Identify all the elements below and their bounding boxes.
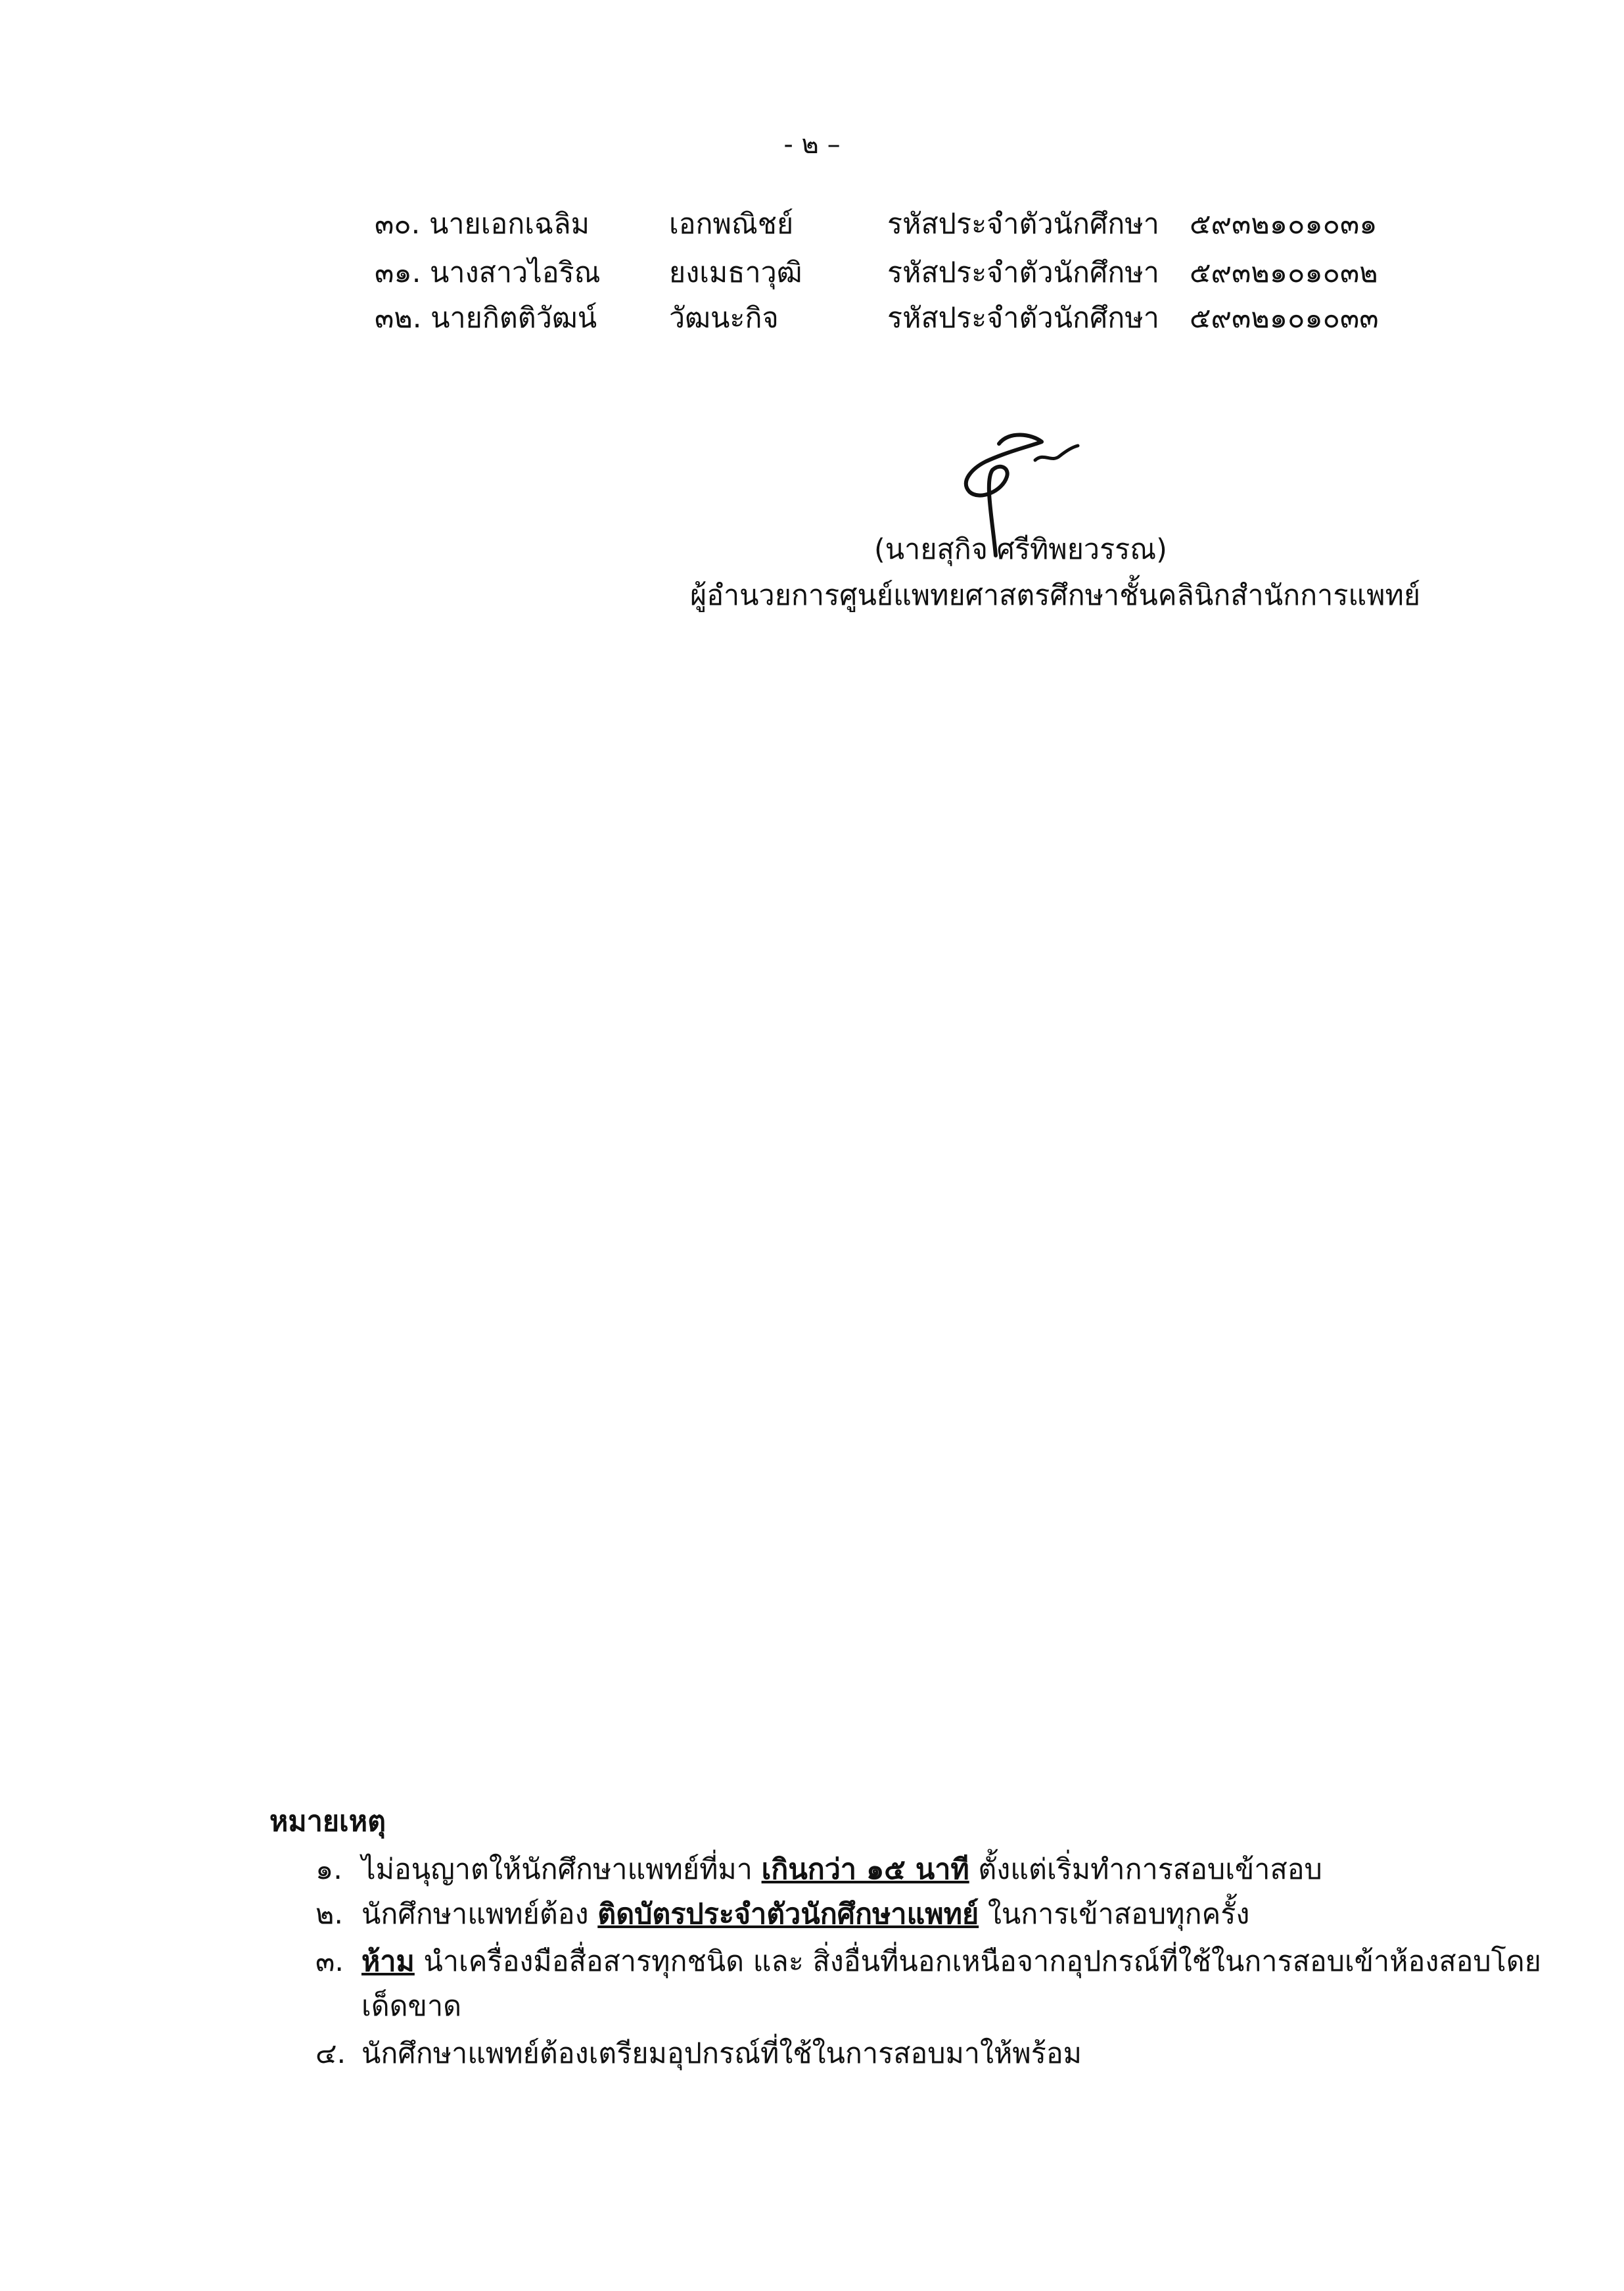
- student-surname: เอกพณิชย์: [669, 208, 794, 241]
- signatory-name: (นายสุกิจ ศรีทิพยวรรณ): [874, 533, 1167, 566]
- student-name: นางสาวไอริณ: [430, 256, 601, 289]
- student-name: นายเอกเฉลิม: [429, 208, 590, 241]
- student-id-label: รหัสประจำตัวนักศึกษา: [887, 302, 1159, 335]
- remark-number: ๓.: [315, 1945, 344, 1978]
- remark-text: ไม่อนุญาตให้นักศึกษาแพทย์ที่มา: [361, 1853, 762, 1886]
- remark-text: นักศึกษาแพทย์ต้อง: [361, 1898, 598, 1931]
- remark-emphasis: ติดบัตรประจำตัวนักศึกษาแพทย์: [597, 1898, 979, 1931]
- student-number: ๓๒.: [375, 302, 422, 335]
- student-number: ๓๐.: [375, 208, 421, 241]
- remark-text-continued: เด็ดขาด: [361, 1990, 462, 2023]
- student-id: ๕๙๓๒๑๐๑๐๓๑: [1190, 208, 1378, 241]
- student-id: ๕๙๓๒๑๐๑๐๓๓: [1190, 302, 1379, 335]
- remark-number: ๑.: [315, 1853, 342, 1886]
- remark-text: ตั้งแต่เริ่มทำการสอบเข้าสอบ: [969, 1853, 1322, 1886]
- remark-emphasis: เกินกว่า ๑๕ นาที: [761, 1853, 969, 1886]
- student-id: ๕๙๓๒๑๐๑๐๓๒: [1190, 256, 1378, 289]
- student-surname: ยงเมธาวุฒิ: [669, 256, 802, 289]
- student-id-label: รหัสประจำตัวนักศึกษา: [887, 208, 1159, 241]
- remark-text: นำเครื่องมือสื่อสารทุกชนิด และ สิ่งอื่นที่นอกเหนือจากอุปกรณ์ที่ใช้ในการสอบเข้าห้องสอบโดย: [414, 1945, 1541, 1978]
- remark-text: ในการเข้าสอบทุกครั้ง: [979, 1898, 1250, 1931]
- remark-emphasis: ห้าม: [361, 1945, 415, 1978]
- student-surname: วัฒนะกิจ: [669, 302, 779, 335]
- student-row: [0, 201, 1624, 248]
- remark-text: นักศึกษาแพทย์ต้องเตรียมอุปกรณ์ที่ใช้ในการสอบมาให้พร้อม: [361, 2037, 1082, 2070]
- student-id-label: รหัสประจำตัวนักศึกษา: [887, 256, 1159, 289]
- page-number: - ๒ –: [783, 130, 841, 160]
- student-row: [0, 295, 1624, 342]
- remark-number: ๒.: [315, 1898, 344, 1931]
- remarks-heading: หมายเหตุ: [269, 1805, 386, 1838]
- student-name: นายกิตติวัฒน์: [430, 302, 597, 335]
- student-number: ๓๑.: [375, 256, 421, 289]
- student-row: [0, 249, 1624, 296]
- remark-number: ๔.: [315, 2037, 346, 2070]
- signatory-title: ผู้อำนวยการศูนย์แพทยศาสตรศึกษาชั้นคลินิกสำนักการแพทย์: [690, 579, 1421, 612]
